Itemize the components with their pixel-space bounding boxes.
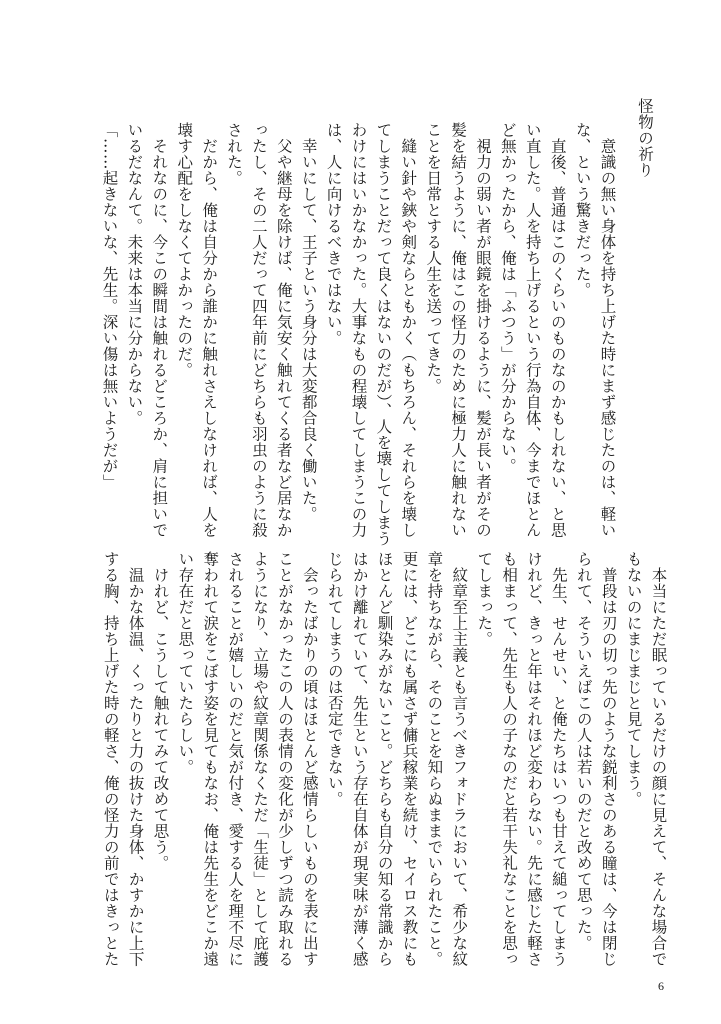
upper-text-column: わけにはいかなかった。大事なもの程壊してしまうこの力 [349, 122, 368, 538]
page-number: 6 [658, 979, 664, 993]
lower-text-column: 会ったばかりの頃はほとんど感情らしいものを表に出す [300, 567, 319, 967]
lower-text-column: じられてしまうのは否定できない。 [325, 551, 344, 807]
upper-text-column: それなのに、今この瞬間は触れるどころか、肩に担いで [150, 138, 169, 538]
upper-text-column: 縫い針や鋏や剣ならともかく（もちろん、それらを壊し [399, 138, 418, 538]
lower-text-column: けれど、きっと年はそれほど変わらない。先に感じた軽さ [525, 551, 543, 967]
lower-text-column: もないのにまじまじと見てしまう。 [624, 551, 643, 807]
upper-text-column: ことを日常とする人生を送ってきた。 [424, 122, 443, 394]
upper-text-column: 視力の弱い者が眼鏡を掛けるように、髪が長い者がその [474, 138, 492, 538]
lower-text-column: されることが嬉しいのだと気が付き、愛する人を理不尽に [226, 551, 245, 967]
lower-text-column: い存在だと思っていたらしい。 [176, 551, 195, 775]
lower-text-column: も相まって、先生も人の子なのだと若干失礼なことを思っ [500, 551, 519, 967]
lower-text-column: 奪われて涙をこぼす姿を見てもなお、俺は先生をどこか遠 [201, 551, 220, 967]
lower-text-column: ことがなかったこの人の表情の変化が少しずつ読み取れる [276, 551, 294, 967]
lower-text-column: てしまった。 [475, 551, 494, 647]
lower-text-column: 紋章至上主義とも言うべきフォドラにおいて、希少な紋 [450, 567, 469, 967]
upper-text-column: だから、俺は自分から誰かに触れさえしなければ、人を [200, 138, 219, 538]
lower-text-column: ほとんど馴染みがないこと。どちらも自分の知る常識から [375, 551, 394, 967]
lower-text-column: 本当にただ眠っているだけの顔に見えて、そんな場合で [649, 567, 668, 967]
lower-text-column: 普段は刃の切っ先のような鋭利さのある瞳は、今は閉じ [599, 567, 618, 967]
upper-text-column: 髪を結うように、俺はこの怪力のために極力人に触れない [449, 122, 468, 538]
lower-text-column: 先生、せんせい、と俺たちはいつも甘えて縋ってしまう [549, 567, 568, 967]
upper-text-column: 幸いにして、王子という身分は大変都合良く働いた。 [299, 138, 318, 522]
upper-text-column: 意識の無い身体を持ち上げた時にまず感じたのは、軽い [598, 138, 617, 538]
upper-text-column: てしまうことだって良くはないのだが）、人を壊してしまう [374, 122, 393, 547]
upper-text-column: された。 [225, 122, 243, 186]
upper-text-column: ったし、その二人だって四年前にどちらも羽虫のように殺 [249, 122, 268, 538]
lower-text-column: 温かな体温、くったりと力の抜けた身体、かすかに上下 [126, 567, 145, 967]
chapter-title: 怪物の祈り [636, 98, 654, 178]
lower-text-column: 章を持ちながら、そのことを知らぬままでいられたこと。 [425, 551, 444, 967]
upper-text-column: いるだなんて。未来は本当に分からない。 [125, 122, 144, 426]
upper-text-column: ど無かったから、俺は「ふつう」が分からない。 [498, 122, 517, 474]
lower-text-column: 更には、どこにも属さず傭兵稼業を続け、セイロス教にも [400, 551, 419, 967]
upper-text-column: 父や継母を除けば、俺に気安く触れてくる者など居なか [274, 138, 293, 538]
lower-text-column: けれど、こうして触れてみて改めて思う。 [151, 567, 170, 871]
upper-text-column: 「……起きないな、先生。深い傷は無いようだが」 [100, 122, 119, 490]
upper-text-column: な、という驚きだった。 [573, 122, 592, 298]
lower-text-column: ようになり、立場や紋章関係なくただ「生徒」として庇護 [251, 551, 270, 967]
lower-text-column: られて、そういえばこの人は若いのだと改めて思った。 [574, 551, 593, 951]
upper-text-column: い直した。人を持ち上げるという行為自体、今までほとん [523, 122, 542, 538]
upper-text-column: は、人に向けるべきではない。 [324, 122, 343, 346]
lower-text-column: する胸、持ち上げた時の軽さ、俺の怪力の前ではきっとた [101, 551, 120, 967]
lower-text-column: はかけ離れていて、先生という存在自体が現実味が薄く感 [350, 551, 369, 967]
upper-text-column: 壊す心配をしなくてよかったのだ。 [175, 122, 194, 378]
upper-text-column: 直後、普通はこのくらいのものなのかもしれない、と思 [548, 138, 567, 538]
